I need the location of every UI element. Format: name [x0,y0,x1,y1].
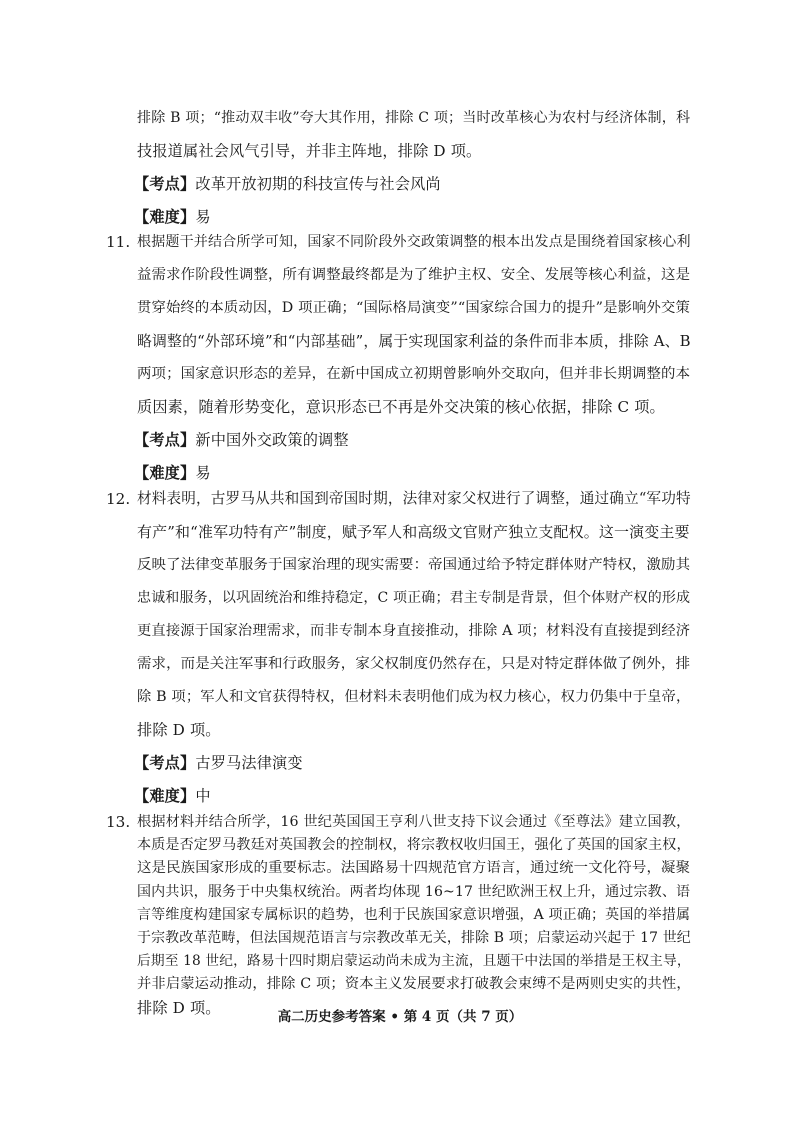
answer-line: 排除 D 项。 [137,998,221,1017]
answer-line: 除 B 项；军人和文官获得特权，但材料未表明他们成为权力核心，权力仍集中于皇帝， [137,689,691,705]
prev-item-line-2: 技报道属社会风气引导，并非主阵地，排除 D 项。 [137,142,482,160]
prev-item-kaodian [134,174,441,194]
answer-line: 后期至 18 世纪，路易十四时期启蒙运动尚未成为主流，且题干中法国的举措是王权主导， [137,953,691,970]
answer-line: 本质是否定罗马教廷对英国教会的控制权，将宗教权收归国王，强化了英国的国家主权， [137,837,691,854]
answer-line: 需求，而是关注军事和行政服务，家父权制度仍然存在，只是对特定群体做了例外，排 [137,656,691,672]
answer-line: 略调整的“外部环境”和“内部基础”，属于实现国家利益的条件而非本质，排除 A、B [137,332,691,350]
answer-line: 排除 D 项。 [137,721,221,739]
kaodian-text: 改革开放初期的科技宣传与社会风尚 [195,175,441,193]
question-number: 13. [106,813,131,831]
answer-line: 贯穿始终的本质动因，D 项正确；“国际格局演变”“国家综合国力的提升”是影响外交策 [137,300,690,316]
answer-line: 根据题干并结合所学可知，国家不同阶段外交政策调整的根本出发点是围绕着国家核心利 [137,234,691,250]
q11-nandu [134,463,211,483]
answer-line: 这是民族国家形成的重要标志。法国路易十四规范官方语言，通过统一文化符号，凝聚 [137,860,691,877]
q12-kaodian [134,753,303,773]
answer-line: 材料表明，古罗马从共和国到帝国时期，法律对家父权进行了调整，通过确立“军功特 [137,490,691,507]
nandu-text: 中 [195,787,211,805]
nandu-text: 易 [195,208,211,226]
kaodian-text: 新中国外交政策的调整 [195,431,349,449]
answer-line: 反映了法律变革服务于国家治理的现实需要：帝国通过给予特定群体财产特权，激励其 [137,557,691,573]
nandu-tag: 【难度】 [134,208,196,226]
answer-line: 并非启蒙运动推动，排除 C 项；资本主义发展要求打破教会束缚不是两则史实的共性， [137,976,691,993]
kaodian-text: 古罗马法律演变 [195,754,303,772]
answer-line: 忠诚和服务，以巩固统治和维持稳定，C 项正确；君主专制是背景，但个体财产权的形成 [137,590,691,606]
nandu-tag: 【难度】 [134,787,196,805]
question-number: 11. [106,233,131,251]
answer-line: 于宗教改革范畴，但法国规范语言与宗教改革无关，排除 B 项；启蒙运动兴起于 17 世纪 [137,930,691,946]
answer-line: 根据材料并结合所学，16 世纪英国国王亨利八世支持下议会通过《至尊法》建立国教， [137,814,691,830]
answer-line: 益需求作阶段性调整，所有调整最终都是为了维护主权、安全、发展等核心利益，这是 [137,267,691,283]
answer-line: 有产”和“准军功特有产”制度，赋予军人和高级文官财产独立支配权。这一演变主要 [137,523,690,541]
kaodian-tag: 【考点】 [134,175,196,193]
page-footer: 高二历史参考答案 • 第 4 页（共 7 页） [277,1009,523,1025]
kaodian-tag: 【考点】 [134,431,196,449]
answer-line: 国内共识，服务于中央集权统治。两者均体现 16~17 世纪欧洲王权上升，通过宗教、语 [137,883,691,900]
answer-line: 两项；国家意识形态的差异，在新中国成立初期曾影响外交取向，但并非长期调整的本 [137,366,691,382]
answer-line: 质因素，随着形势变化，意识形态已不再是外交决策的核心依据，排除 C 项。 [137,398,665,416]
prev-item-line-1: 排除 B 项；“推动双丰收”夸大其作用，排除 C 项；当时改革核心为农村与经济体制，科 [137,110,691,126]
kaodian-tag: 【考点】 [134,754,196,772]
answer-line: 更直接源于国家治理需求，而非专制本身直接推动，排除 A 项；材料没有直接提到经济 [137,623,691,639]
q11-kaodian [134,430,349,450]
answer-line: 言等维度构建国家专属标识的趋势，也利于民族国家意识增强，A 项正确；英国的举措属 [137,906,691,923]
prev-item-nandu [134,207,211,227]
q12-nandu [134,786,211,806]
question-number: 12. [106,490,131,508]
nandu-tag: 【难度】 [134,464,196,482]
nandu-text: 易 [195,464,211,482]
